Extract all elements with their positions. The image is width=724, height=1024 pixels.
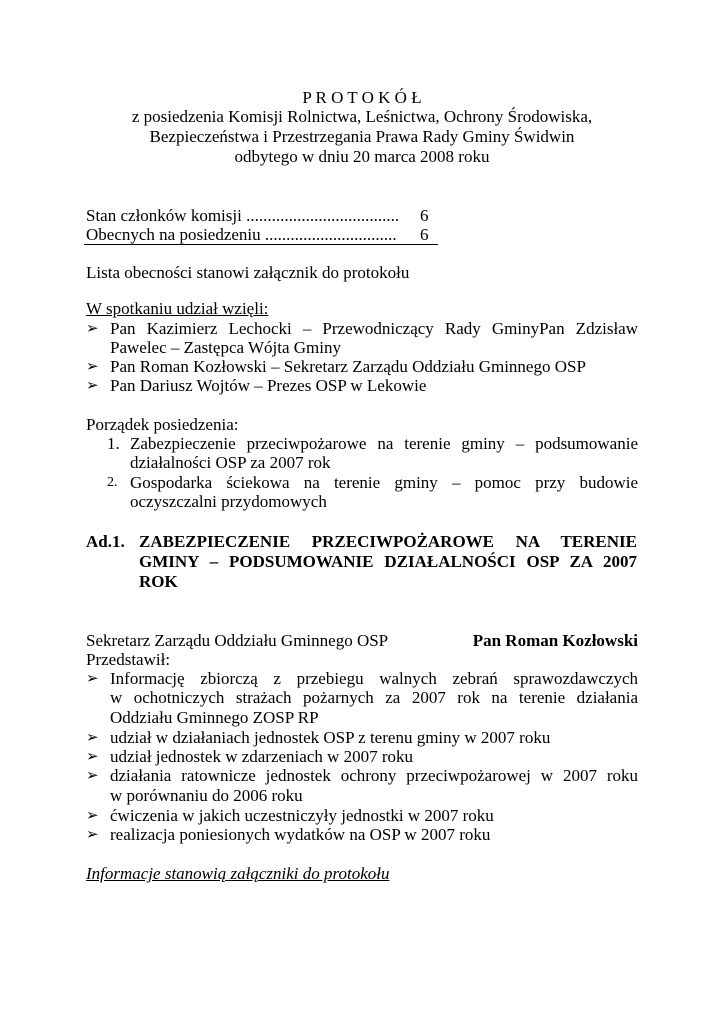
participant-2: Pan Roman Kozłowski – Sekretarz Zarządu Oddziału Gminnego OSP (110, 357, 586, 376)
presenter-line-2: Przedstawił: (86, 650, 171, 669)
bullet-arrow-icon: ➢ (86, 730, 99, 746)
agenda-item-number: 2. (107, 475, 118, 490)
agenda-item-1-line-2: działalności OSP za 2007 rok (130, 453, 331, 472)
participant-3: Pan Dariusz Wojtów – Prezes OSP w Lekowie (110, 376, 427, 395)
closing-note: Informacje stanowią załączniki do protokołu (86, 864, 390, 883)
presented-item-5: ćwiczenia w jakich uczestniczyły jednostki w 2007 roku (110, 806, 494, 825)
bullet-arrow-icon: ➢ (86, 321, 99, 337)
bullet-arrow-icon: ➢ (86, 808, 99, 824)
section-title-line-2: GMINY – PODSUMOWANIE DZIAŁALNOŚCI OSP ZA 2007 (139, 552, 637, 571)
presenter-text: Sekretarz Zarządu Oddziału Gminnego OSP (86, 631, 389, 650)
agenda-item-2-line-1: Gospodarka ściekowa na terenie gminy – pomoc przy budowie (130, 473, 638, 492)
bullet-arrow-icon: ➢ (86, 359, 99, 375)
participants-heading: W spotkaniu udział wzięli: (86, 299, 269, 318)
agenda-item-number: 1. (107, 434, 120, 453)
presented-item-4-line-1: działania ratownicze jednostek ochrony przeciwpożarowej w 2007 roku (110, 766, 638, 785)
presented-item-1-line-1: Informację zbiorczą z przebiegu walnych zebrań sprawozdawczych (110, 669, 638, 688)
agenda-item-1-line-1: Zabezpieczenie przeciwpożarowe na terenie gminy – podsumowanie (130, 434, 638, 453)
section-title-line-1: ZABEZPIECZENIE PRZECIWPOŻAROWE NA TERENIE (139, 532, 637, 551)
presenter-line (86, 631, 638, 651)
presenter-name: Pan Roman Kozłowski (472, 631, 638, 650)
presented-item-3: udział jednostek w zdarzeniach w 2007 roku (110, 747, 414, 766)
presented-item-4-line-2: w porównaniu do 2006 roku (110, 786, 303, 805)
title-line-3: odbytego w dniu 20 marca 2008 roku (234, 147, 490, 166)
document-title: P R O T O K Ó Ł (302, 88, 422, 107)
agenda-heading: Porządek posiedzenia: (86, 415, 239, 434)
members-count-label: Stan członków komisji .................................... (86, 206, 400, 225)
presented-item-2: udział w działaniach jednostek OSP z terenu gminy w 2007 roku (110, 728, 551, 747)
agenda-item-2-line-2: oczyszczalni przydomowych (130, 492, 327, 511)
attendance-note: Lista obecności stanowi załącznik do protokołu (86, 263, 410, 282)
bullet-arrow-icon: ➢ (86, 827, 99, 843)
title-line-1: z posiedzenia Komisji Rolnictwa, Leśnictwa, Ochrony Środowiska, (131, 107, 593, 126)
bullet-arrow-icon: ➢ (86, 749, 99, 765)
bullet-arrow-icon: ➢ (86, 768, 99, 784)
participant-1-line-1: Pan Kazimierz Lechocki – Przewodniczący Rady GminyPan Zdzisław (110, 319, 638, 338)
present-count-value: 6 (420, 225, 429, 244)
members-count-value: 6 (420, 206, 429, 225)
present-count-label: Obecnych na posiedzeniu ............................... (86, 225, 397, 244)
presented-item-6: realizacja poniesionych wydatków na OSP w 2007 roku (110, 825, 491, 844)
bullet-arrow-icon: ➢ (86, 671, 99, 687)
presented-item-1-line-3: Oddziału Gminnego ZOSP RP (110, 708, 319, 727)
bullet-arrow-icon: ➢ (86, 378, 99, 394)
participant-1-line-2: Pawelec – Zastępca Wójta Gminy (110, 338, 341, 357)
attendance-rule (84, 244, 438, 245)
section-title-line-3: ROK (139, 572, 178, 591)
title-line-2: Bezpieczeństwa i Przestrzegania Prawa Rady Gminy Świdwin (149, 127, 575, 146)
presented-item-1-line-2: w ochotniczych strażach pożarnych za 2007 rok na terenie działania (110, 688, 638, 707)
section-label: Ad.1. (86, 532, 125, 551)
